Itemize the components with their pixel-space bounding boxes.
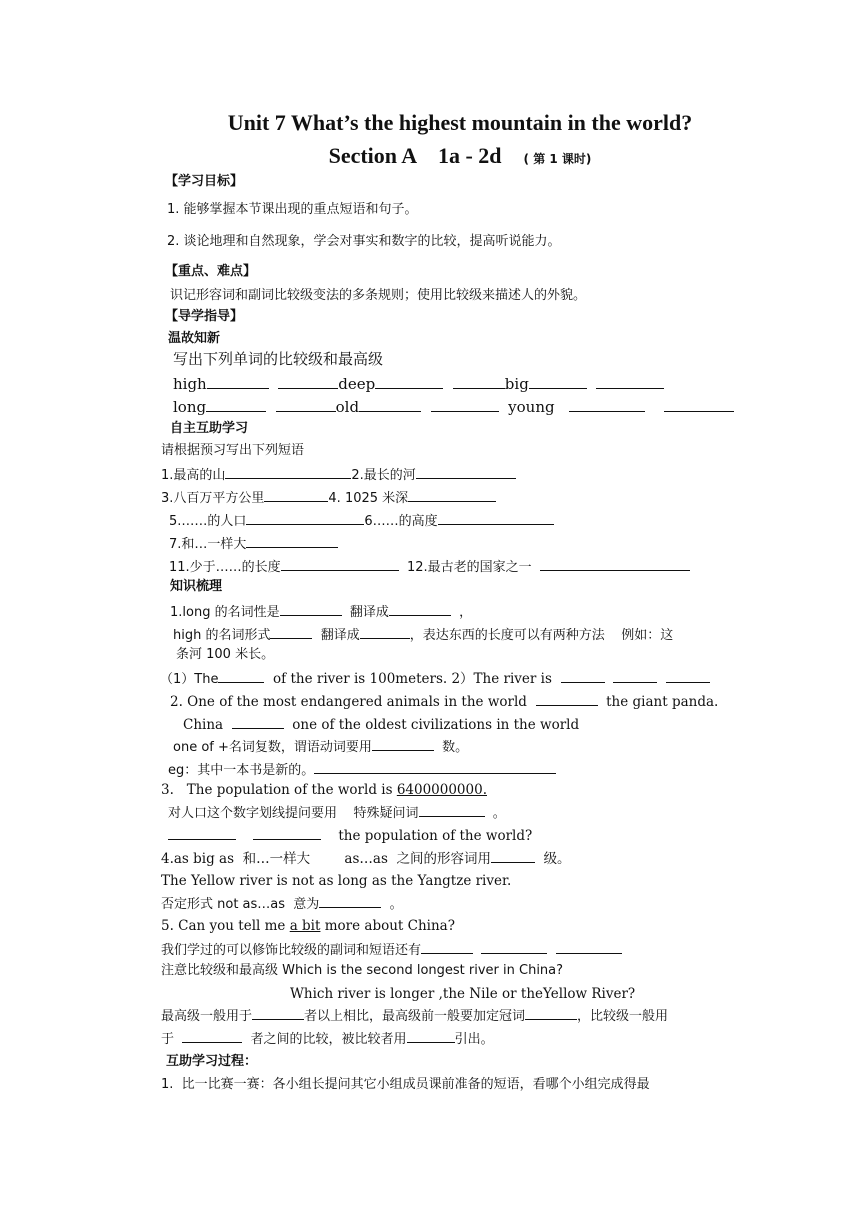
k2-text: one of +名词复数，谓语动词要用 — [173, 740, 372, 755]
word-old: old — [335, 398, 360, 416]
k5-text: ，比较级一般用 — [577, 1009, 669, 1024]
word-young: young — [508, 398, 555, 416]
blank[interactable] — [613, 669, 657, 683]
k1-line-2 — [173, 625, 673, 645]
k1-line-4 — [160, 669, 710, 689]
k3-underlined-number: 6400000000. — [396, 782, 487, 798]
k5-line-1 — [161, 917, 455, 935]
self-instruction: 请根据预习写出下列短语 — [161, 443, 305, 458]
phrase-4: 4. 1025 米深 — [328, 491, 409, 506]
blank[interactable] — [407, 1029, 455, 1043]
guide-heading: 【导学指导】 — [165, 309, 244, 324]
k5-text: 者以上相比，最高级前一般要加定冠词 — [304, 1009, 526, 1024]
blank[interactable] — [540, 557, 690, 571]
section-title — [0, 143, 860, 169]
blank[interactable] — [314, 760, 556, 774]
k2-line-4 — [168, 760, 556, 780]
review-heading: 温故知新 — [168, 331, 221, 346]
phrase-row-3 — [169, 511, 554, 531]
phrase-row-2 — [161, 488, 496, 508]
word-row-2 — [173, 398, 734, 416]
blank[interactable] — [569, 398, 645, 412]
section-label: Section A 1a - 2d — [328, 143, 502, 168]
k2-text: 2. One of the most endangered animals in the world — [170, 694, 527, 710]
k2-line-2 — [183, 715, 579, 734]
blank[interactable] — [536, 692, 598, 706]
k5-line-5 — [161, 1006, 668, 1026]
phrase-1: 1.最高的山 — [161, 468, 226, 483]
k1-text: （1）The — [160, 672, 219, 687]
blank[interactable] — [431, 398, 499, 412]
objective-2: 2. 谈论地理和自然现象，学会对事实和数字的比较，提高听说能力。 — [167, 234, 561, 249]
blank[interactable] — [246, 511, 364, 525]
blank[interactable] — [596, 375, 664, 389]
k5-text: 于 — [161, 1032, 175, 1047]
blank[interactable] — [218, 669, 264, 683]
key-text: 识记形容词和副词比较级变法的多条规则；使用比较级来描述人的外貌。 — [170, 288, 587, 303]
k5-text: 者之间的比较，被比较者用 — [250, 1032, 407, 1047]
process-heading: 互助学习过程： — [166, 1054, 258, 1069]
blank[interactable] — [556, 940, 622, 954]
k3-line-2 — [168, 803, 506, 823]
blank[interactable] — [375, 375, 443, 389]
phrase-7: 7.和…一样大 — [169, 537, 247, 552]
phrase-3: 3.八百万平方公里 — [161, 491, 265, 506]
k1-line-3: 条河 100 米长。 — [176, 647, 275, 662]
blank[interactable] — [372, 737, 434, 751]
blank[interactable] — [168, 826, 236, 840]
unit-title: Unit 7 What’s the highest mountain in the world? — [227, 110, 693, 135]
phrase-5: 5.……的人口 — [169, 514, 247, 529]
blank[interactable] — [481, 940, 547, 954]
blank[interactable] — [529, 375, 587, 389]
blank[interactable] — [264, 488, 328, 502]
blank[interactable] — [664, 398, 734, 412]
k5-text: 引出。 — [454, 1032, 494, 1047]
blank[interactable] — [246, 534, 338, 548]
blank[interactable] — [666, 669, 710, 683]
phrase-2: 2.最长的河 — [351, 468, 416, 483]
k5-text: 5. Can you tell me — [161, 918, 290, 934]
blank[interactable] — [206, 398, 266, 412]
phrase-11: 11.少于……的长度 — [169, 560, 281, 575]
phrase-12: 12.最古老的国家之一 — [406, 560, 532, 575]
k4-text: 否定形式 not as…as 意为 — [161, 897, 320, 912]
k2-text: one of the oldest civilizations in the world — [292, 717, 580, 733]
word-row-1 — [173, 375, 664, 393]
phrase-6: 6……的高度 — [364, 514, 438, 529]
k2-text: 数。 — [442, 740, 469, 755]
k1-line-1 — [170, 602, 472, 622]
key-heading: 【重点、难点】 — [165, 264, 257, 279]
word-high: high — [173, 375, 207, 393]
word-long: long — [173, 398, 207, 416]
word-deep: deep — [338, 375, 376, 393]
k3-line-1 — [161, 781, 487, 799]
k1-text: 翻译成 — [320, 628, 360, 643]
k2-line-1 — [170, 692, 718, 711]
phrase-row-5 — [169, 557, 690, 577]
k2-text: China — [183, 717, 224, 733]
k1-text: 1.long 的名词性是 — [170, 605, 280, 620]
blank[interactable] — [280, 602, 342, 616]
blank[interactable] — [453, 375, 505, 389]
k3-line-3 — [168, 826, 532, 845]
k5-line-6 — [161, 1029, 494, 1049]
k5-line-4: Which river is longer ,the Nile or theYellow River? — [290, 986, 636, 1002]
k5-text: 最高级一般用于 — [161, 1009, 253, 1024]
objectives-heading: 【学习目标】 — [165, 174, 244, 189]
k3-text: 。 — [492, 806, 506, 821]
phrase-row-4 — [169, 534, 338, 554]
k5-text: 我们学过的可以修饰比较级的副词和短语还有 — [161, 943, 422, 958]
blank[interactable] — [252, 1006, 304, 1020]
blank[interactable] — [419, 803, 485, 817]
blank[interactable] — [416, 465, 516, 479]
blank[interactable] — [232, 715, 284, 729]
self-heading: 自主互助学习 — [170, 421, 249, 436]
k1-text: ， — [459, 605, 473, 620]
blank[interactable] — [278, 375, 338, 389]
process-1: 1. 比一比赛一赛：各小组长提问其它小组成员课前准备的短语，看哪个小组完成得最 — [161, 1077, 650, 1092]
blank[interactable] — [319, 894, 381, 908]
blank[interactable] — [491, 849, 535, 863]
k4-text: 4.as big as 和…一样大 as…as 之间的形容词用 — [161, 851, 491, 867]
blank[interactable] — [207, 375, 269, 389]
k4-line-3 — [161, 894, 403, 914]
k4-text: 。 — [389, 897, 403, 912]
blank[interactable] — [225, 465, 351, 479]
k3-text: the population of the world? — [338, 828, 533, 844]
blank[interactable] — [421, 940, 473, 954]
k5-text: more about China? — [320, 918, 455, 934]
knowledge-heading: 知识梳理 — [170, 579, 223, 594]
k1-text: 翻译成 — [349, 605, 389, 620]
k4-line-1 — [161, 849, 571, 868]
blank[interactable] — [561, 669, 605, 683]
k5-underlined-phrase: a bit — [289, 918, 321, 934]
lesson-label: ( 第 1 课时) — [523, 152, 592, 166]
k4-text: 级。 — [543, 851, 571, 867]
k2-line-3 — [173, 737, 468, 757]
objective-1: 1. 能够掌握本节课出现的重点短语和句子。 — [167, 202, 418, 217]
k2-text: the giant panda. — [606, 694, 719, 710]
k4-line-2: The Yellow river is not as long as the Yangtze river. — [161, 873, 512, 889]
k3-text: 对人口这个数字划线提问要用 特殊疑问词 — [168, 806, 419, 821]
blank[interactable] — [389, 602, 451, 616]
blank[interactable] — [276, 398, 336, 412]
blank[interactable] — [182, 1029, 242, 1043]
blank[interactable] — [360, 625, 410, 639]
k5-line-3: 注意比较级和最高级 Which is the second longest river in China? — [161, 963, 564, 978]
k1-text: high 的名词形式 — [173, 628, 271, 643]
k3-text: 3. The population of the world is — [161, 782, 397, 798]
blank[interactable] — [281, 557, 399, 571]
k2-text: eg：其中一本书是新的。 — [168, 763, 315, 778]
blank[interactable] — [270, 625, 312, 639]
word-big: big — [504, 375, 529, 393]
blank[interactable] — [525, 1006, 577, 1020]
blank[interactable] — [359, 398, 421, 412]
blank[interactable] — [438, 511, 554, 525]
blank[interactable] — [253, 826, 321, 840]
k1-text: ，表达东西的长度可以有两种方法 例如：这 — [409, 628, 674, 643]
k5-line-2 — [161, 940, 622, 960]
k1-text: of the river is 100meters. 2）The river is — [273, 671, 552, 687]
blank[interactable] — [408, 488, 496, 502]
phrase-row-1 — [161, 465, 516, 485]
review-instruction: 写出下列单词的比较级和最高级 — [173, 350, 384, 368]
